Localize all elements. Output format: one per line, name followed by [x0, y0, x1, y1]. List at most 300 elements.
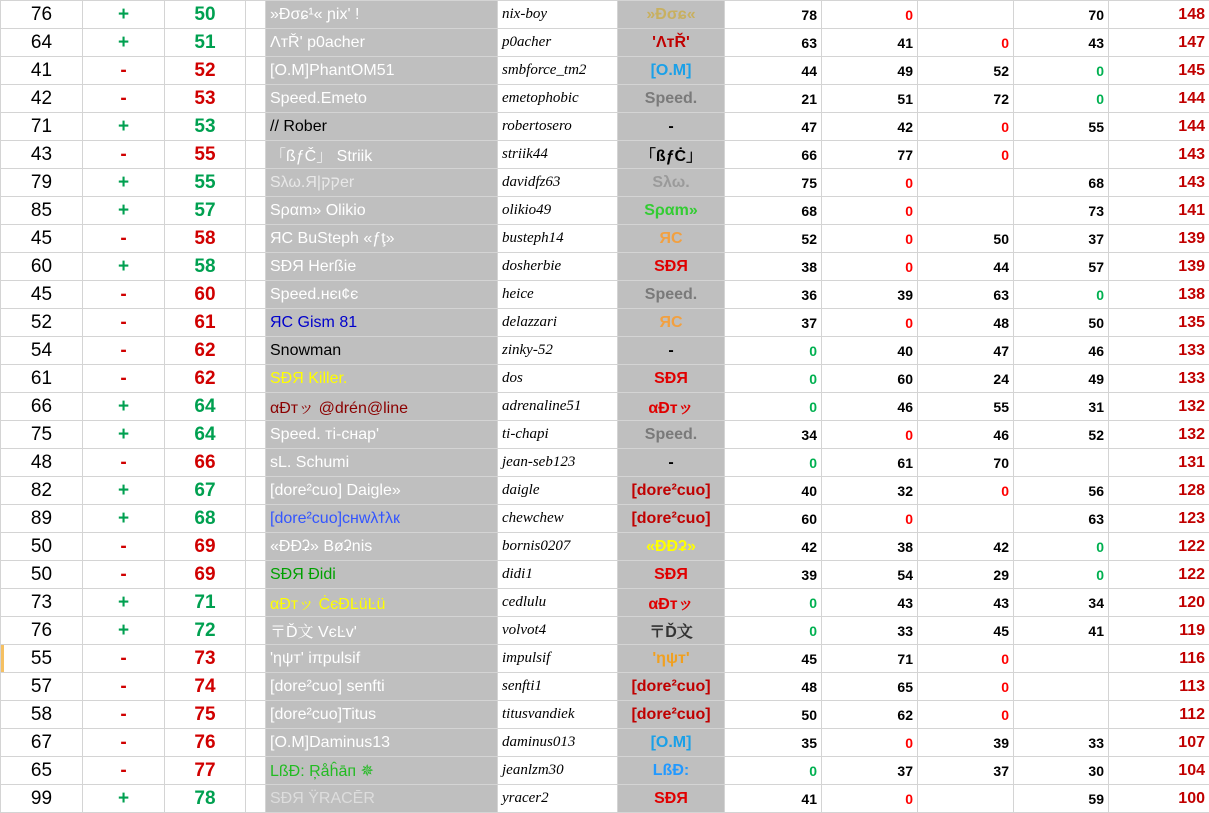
- login-cell[interactable]: bornis0207: [498, 533, 618, 561]
- score-cell-1[interactable]: 75: [725, 169, 822, 197]
- previous-rank-cell[interactable]: 89: [1, 505, 83, 533]
- nickname-cell[interactable]: Speed.нєι¢є: [266, 281, 498, 309]
- clan-cell[interactable]: «ÐÐʡ»: [618, 533, 725, 561]
- login-cell[interactable]: dos: [498, 365, 618, 393]
- score-cell-3[interactable]: 0: [918, 645, 1014, 673]
- login-cell[interactable]: heice: [498, 281, 618, 309]
- score-cell-3[interactable]: 48: [918, 309, 1014, 337]
- table-row[interactable]: [1, 673, 1209, 701]
- score-cell-2[interactable]: 71: [822, 645, 918, 673]
- login-cell[interactable]: davidfz63: [498, 169, 618, 197]
- rank-change-cell[interactable]: +: [83, 617, 165, 645]
- login-cell[interactable]: volvot4: [498, 617, 618, 645]
- score-cell-1[interactable]: 52: [725, 225, 822, 253]
- score-cell-2[interactable]: 0: [822, 253, 918, 281]
- rank-cell[interactable]: 75: [165, 701, 246, 729]
- score-cell-1[interactable]: 40: [725, 477, 822, 505]
- rank-cell[interactable]: 76: [165, 729, 246, 757]
- login-cell[interactable]: smbforce_tm2: [498, 57, 618, 85]
- login-cell[interactable]: emetophobic: [498, 85, 618, 113]
- previous-rank-cell[interactable]: 75: [1, 421, 83, 449]
- previous-rank-cell[interactable]: 58: [1, 701, 83, 729]
- score-cell-3[interactable]: 0: [918, 141, 1014, 169]
- score-cell-1[interactable]: 0: [725, 617, 822, 645]
- rank-cell[interactable]: 53: [165, 113, 246, 141]
- rank-change-cell[interactable]: -: [83, 533, 165, 561]
- score-cell-4[interactable]: [1014, 701, 1109, 729]
- rank-change-cell[interactable]: -: [83, 141, 165, 169]
- rank-change-cell[interactable]: -: [83, 561, 165, 589]
- rank-cell[interactable]: 78: [165, 785, 246, 813]
- table-row[interactable]: [1, 617, 1209, 645]
- score-cell-3[interactable]: 0: [918, 113, 1014, 141]
- score-cell-4[interactable]: 33: [1014, 729, 1109, 757]
- rank-cell[interactable]: 57: [165, 197, 246, 225]
- score-cell-2[interactable]: 0: [822, 505, 918, 533]
- nickname-cell[interactable]: [O.M]Daminus13: [266, 729, 498, 757]
- table-row[interactable]: [1, 141, 1209, 169]
- rank-change-cell[interactable]: -: [83, 701, 165, 729]
- total-cell[interactable]: 113: [1109, 673, 1209, 701]
- score-cell-3[interactable]: 52: [918, 57, 1014, 85]
- table-row[interactable]: [1, 225, 1209, 253]
- clan-cell[interactable]: [dore²cuo]: [618, 701, 725, 729]
- nickname-cell[interactable]: [dore²cuo] Daigle»: [266, 477, 498, 505]
- previous-rank-cell[interactable]: 79: [1, 169, 83, 197]
- login-cell[interactable]: titusvandiek: [498, 701, 618, 729]
- score-cell-3[interactable]: 0: [918, 701, 1014, 729]
- rank-change-cell[interactable]: +: [83, 477, 165, 505]
- score-cell-1[interactable]: 21: [725, 85, 822, 113]
- table-row[interactable]: [1, 29, 1209, 57]
- rank-change-cell[interactable]: -: [83, 365, 165, 393]
- nickname-cell[interactable]: LßĐ: Ŗåĥāп ✵: [266, 757, 498, 785]
- score-cell-3[interactable]: 42: [918, 533, 1014, 561]
- spacer-cell[interactable]: [246, 757, 266, 785]
- score-cell-1[interactable]: 78: [725, 1, 822, 29]
- table-row[interactable]: [1, 113, 1209, 141]
- total-cell[interactable]: 133: [1109, 365, 1209, 393]
- score-cell-2[interactable]: 0: [822, 1, 918, 29]
- nickname-cell[interactable]: 〒Ď文 VєĿv': [266, 617, 498, 645]
- rank-change-cell[interactable]: +: [83, 1, 165, 29]
- table-row[interactable]: [1, 785, 1209, 813]
- spacer-cell[interactable]: [246, 701, 266, 729]
- score-cell-4[interactable]: 31: [1014, 393, 1109, 421]
- score-cell-1[interactable]: 37: [725, 309, 822, 337]
- rank-change-cell[interactable]: +: [83, 589, 165, 617]
- previous-rank-cell[interactable]: 65: [1, 757, 83, 785]
- login-cell[interactable]: cedlulu: [498, 589, 618, 617]
- score-cell-2[interactable]: 0: [822, 785, 918, 813]
- table-row[interactable]: [1, 1, 1209, 29]
- clan-cell[interactable]: Sραm»: [618, 197, 725, 225]
- spacer-cell[interactable]: [246, 589, 266, 617]
- total-cell[interactable]: 100: [1109, 785, 1209, 813]
- table-row[interactable]: [1, 365, 1209, 393]
- login-cell[interactable]: jean-seb123: [498, 449, 618, 477]
- clan-cell[interactable]: »Ðσɕ«: [618, 1, 725, 29]
- login-cell[interactable]: olikio49: [498, 197, 618, 225]
- previous-rank-cell[interactable]: 54: [1, 337, 83, 365]
- score-cell-1[interactable]: 36: [725, 281, 822, 309]
- nickname-cell[interactable]: SÐЯ Killer.: [266, 365, 498, 393]
- table-row[interactable]: [1, 337, 1209, 365]
- nickname-cell[interactable]: // Rober: [266, 113, 498, 141]
- rank-cell[interactable]: 73: [165, 645, 246, 673]
- total-cell[interactable]: 122: [1109, 533, 1209, 561]
- clan-cell[interactable]: [dore²cuo]: [618, 477, 725, 505]
- clan-cell[interactable]: Speed.: [618, 421, 725, 449]
- login-cell[interactable]: delazzari: [498, 309, 618, 337]
- score-cell-4[interactable]: 70: [1014, 1, 1109, 29]
- score-cell-4[interactable]: [1014, 141, 1109, 169]
- rank-change-cell[interactable]: +: [83, 29, 165, 57]
- nickname-cell[interactable]: ЯC Gism 81: [266, 309, 498, 337]
- rank-cell[interactable]: 62: [165, 365, 246, 393]
- rank-cell[interactable]: 69: [165, 561, 246, 589]
- spacer-cell[interactable]: [246, 365, 266, 393]
- spacer-cell[interactable]: [246, 169, 266, 197]
- login-cell[interactable]: zinky-52: [498, 337, 618, 365]
- score-cell-2[interactable]: 0: [822, 197, 918, 225]
- score-cell-4[interactable]: [1014, 449, 1109, 477]
- spacer-cell[interactable]: [246, 645, 266, 673]
- score-cell-4[interactable]: 0: [1014, 281, 1109, 309]
- score-cell-4[interactable]: 0: [1014, 57, 1109, 85]
- spacer-cell[interactable]: [246, 85, 266, 113]
- score-cell-4[interactable]: 59: [1014, 785, 1109, 813]
- clan-cell[interactable]: ЯC: [618, 309, 725, 337]
- spacer-cell[interactable]: [246, 729, 266, 757]
- previous-rank-cell[interactable]: 66: [1, 393, 83, 421]
- table-row[interactable]: [1, 169, 1209, 197]
- score-cell-4[interactable]: [1014, 645, 1109, 673]
- previous-rank-cell[interactable]: 50: [1, 561, 83, 589]
- rank-change-cell[interactable]: -: [83, 673, 165, 701]
- spacer-cell[interactable]: [246, 337, 266, 365]
- score-cell-2[interactable]: 62: [822, 701, 918, 729]
- rank-change-cell[interactable]: +: [83, 785, 165, 813]
- score-cell-2[interactable]: 0: [822, 169, 918, 197]
- previous-rank-cell[interactable]: 76: [1, 1, 83, 29]
- previous-rank-cell[interactable]: 45: [1, 281, 83, 309]
- nickname-cell[interactable]: sL. Schumi: [266, 449, 498, 477]
- score-cell-3[interactable]: 0: [918, 29, 1014, 57]
- score-cell-3[interactable]: 0: [918, 477, 1014, 505]
- nickname-cell[interactable]: »Ðσɕ¹« ɲix' !: [266, 1, 498, 29]
- score-cell-3[interactable]: 45: [918, 617, 1014, 645]
- login-cell[interactable]: robertosero: [498, 113, 618, 141]
- score-cell-3[interactable]: [918, 197, 1014, 225]
- previous-rank-cell[interactable]: 55: [1, 645, 83, 673]
- score-cell-2[interactable]: 43: [822, 589, 918, 617]
- rank-change-cell[interactable]: -: [83, 645, 165, 673]
- score-cell-2[interactable]: 61: [822, 449, 918, 477]
- clan-cell[interactable]: SÐЯ: [618, 561, 725, 589]
- clan-cell[interactable]: [dore²cuo]: [618, 673, 725, 701]
- login-cell[interactable]: senfti1: [498, 673, 618, 701]
- score-cell-1[interactable]: 68: [725, 197, 822, 225]
- nickname-cell[interactable]: «ÐÐʡ» Bøʡnis: [266, 533, 498, 561]
- score-cell-1[interactable]: 42: [725, 533, 822, 561]
- nickname-cell[interactable]: αÐтッ @drén@line: [266, 393, 498, 421]
- table-row[interactable]: [1, 421, 1209, 449]
- rank-cell[interactable]: 50: [165, 1, 246, 29]
- table-row[interactable]: [1, 533, 1209, 561]
- score-cell-4[interactable]: 43: [1014, 29, 1109, 57]
- spacer-cell[interactable]: [246, 477, 266, 505]
- score-cell-1[interactable]: 34: [725, 421, 822, 449]
- score-cell-1[interactable]: 48: [725, 673, 822, 701]
- score-cell-1[interactable]: 0: [725, 589, 822, 617]
- nickname-cell[interactable]: [O.M]PhantOM51: [266, 57, 498, 85]
- score-cell-3[interactable]: 44: [918, 253, 1014, 281]
- score-cell-4[interactable]: 30: [1014, 757, 1109, 785]
- login-cell[interactable]: ti-chapi: [498, 421, 618, 449]
- nickname-cell[interactable]: Snowman: [266, 337, 498, 365]
- login-cell[interactable]: dosherbie: [498, 253, 618, 281]
- table-row[interactable]: [1, 197, 1209, 225]
- spacer-cell[interactable]: [246, 29, 266, 57]
- nickname-cell[interactable]: ЯC BuSteph «ƒţ»: [266, 225, 498, 253]
- login-cell[interactable]: p0acher: [498, 29, 618, 57]
- rank-cell[interactable]: 58: [165, 225, 246, 253]
- table-row[interactable]: [1, 645, 1209, 673]
- rank-cell[interactable]: 61: [165, 309, 246, 337]
- score-cell-1[interactable]: 45: [725, 645, 822, 673]
- score-cell-2[interactable]: 0: [822, 309, 918, 337]
- previous-rank-cell[interactable]: 41: [1, 57, 83, 85]
- rank-cell[interactable]: 67: [165, 477, 246, 505]
- spacer-cell[interactable]: [246, 785, 266, 813]
- spacer-cell[interactable]: [246, 561, 266, 589]
- score-cell-2[interactable]: 42: [822, 113, 918, 141]
- score-cell-1[interactable]: 66: [725, 141, 822, 169]
- rank-cell[interactable]: 69: [165, 533, 246, 561]
- score-cell-2[interactable]: 38: [822, 533, 918, 561]
- rank-cell[interactable]: 51: [165, 29, 246, 57]
- rank-cell[interactable]: 55: [165, 141, 246, 169]
- login-cell[interactable]: busteph14: [498, 225, 618, 253]
- rank-cell[interactable]: 52: [165, 57, 246, 85]
- score-cell-3[interactable]: 43: [918, 589, 1014, 617]
- previous-rank-cell[interactable]: 82: [1, 477, 83, 505]
- spacer-cell[interactable]: [246, 309, 266, 337]
- score-cell-1[interactable]: 44: [725, 57, 822, 85]
- rank-cell[interactable]: 72: [165, 617, 246, 645]
- score-cell-3[interactable]: 46: [918, 421, 1014, 449]
- spacer-cell[interactable]: [246, 617, 266, 645]
- spacer-cell[interactable]: [246, 57, 266, 85]
- rank-change-cell[interactable]: +: [83, 253, 165, 281]
- total-cell[interactable]: 147: [1109, 29, 1209, 57]
- rank-change-cell[interactable]: -: [83, 337, 165, 365]
- rank-change-cell[interactable]: -: [83, 729, 165, 757]
- login-cell[interactable]: chewchew: [498, 505, 618, 533]
- total-cell[interactable]: 132: [1109, 393, 1209, 421]
- score-cell-2[interactable]: 46: [822, 393, 918, 421]
- spacer-cell[interactable]: [246, 225, 266, 253]
- clan-cell[interactable]: -: [618, 337, 725, 365]
- total-cell[interactable]: 132: [1109, 421, 1209, 449]
- clan-cell[interactable]: SÐЯ: [618, 785, 725, 813]
- clan-cell[interactable]: [O.M]: [618, 729, 725, 757]
- score-cell-2[interactable]: 77: [822, 141, 918, 169]
- nickname-cell[interactable]: 「ßƒČ」 Striik: [266, 141, 498, 169]
- table-row[interactable]: [1, 757, 1209, 785]
- rank-cell[interactable]: 58: [165, 253, 246, 281]
- total-cell[interactable]: 112: [1109, 701, 1209, 729]
- score-cell-3[interactable]: 47: [918, 337, 1014, 365]
- score-cell-1[interactable]: 0: [725, 393, 822, 421]
- rank-change-cell[interactable]: +: [83, 505, 165, 533]
- clan-cell[interactable]: [dore²cuo]: [618, 505, 725, 533]
- score-cell-4[interactable]: 34: [1014, 589, 1109, 617]
- rank-change-cell[interactable]: -: [83, 449, 165, 477]
- login-cell[interactable]: striik44: [498, 141, 618, 169]
- clan-cell[interactable]: 「ßƒĊ」: [618, 141, 725, 169]
- login-cell[interactable]: impulsif: [498, 645, 618, 673]
- previous-rank-cell[interactable]: 76: [1, 617, 83, 645]
- score-cell-4[interactable]: 57: [1014, 253, 1109, 281]
- spacer-cell[interactable]: [246, 505, 266, 533]
- score-cell-4[interactable]: 37: [1014, 225, 1109, 253]
- score-cell-2[interactable]: 39: [822, 281, 918, 309]
- spacer-cell[interactable]: [246, 673, 266, 701]
- table-row[interactable]: [1, 393, 1209, 421]
- nickname-cell[interactable]: αÐтッ ĊєÐĿüĿü: [266, 589, 498, 617]
- score-cell-4[interactable]: 49: [1014, 365, 1109, 393]
- total-cell[interactable]: 104: [1109, 757, 1209, 785]
- rank-cell[interactable]: 62: [165, 337, 246, 365]
- clan-cell[interactable]: -: [618, 113, 725, 141]
- total-cell[interactable]: 120: [1109, 589, 1209, 617]
- nickname-cell[interactable]: ΛтŘ' p0acher: [266, 29, 498, 57]
- score-cell-1[interactable]: 35: [725, 729, 822, 757]
- score-cell-3[interactable]: 63: [918, 281, 1014, 309]
- score-cell-2[interactable]: 37: [822, 757, 918, 785]
- login-cell[interactable]: daigle: [498, 477, 618, 505]
- score-cell-2[interactable]: 41: [822, 29, 918, 57]
- nickname-cell[interactable]: 'ηψт' iπpulsif: [266, 645, 498, 673]
- login-cell[interactable]: yracer2: [498, 785, 618, 813]
- clan-cell[interactable]: Sλω.: [618, 169, 725, 197]
- rank-cell[interactable]: 68: [165, 505, 246, 533]
- score-cell-4[interactable]: 56: [1014, 477, 1109, 505]
- previous-rank-cell[interactable]: 73: [1, 589, 83, 617]
- score-cell-4[interactable]: 0: [1014, 533, 1109, 561]
- nickname-cell[interactable]: SÐЯ Ðidi: [266, 561, 498, 589]
- clan-cell[interactable]: [O.M]: [618, 57, 725, 85]
- previous-rank-cell[interactable]: 61: [1, 365, 83, 393]
- score-cell-4[interactable]: 73: [1014, 197, 1109, 225]
- nickname-cell[interactable]: Sραm» Olikio: [266, 197, 498, 225]
- score-cell-4[interactable]: 50: [1014, 309, 1109, 337]
- rank-change-cell[interactable]: +: [83, 169, 165, 197]
- score-cell-1[interactable]: 0: [725, 449, 822, 477]
- login-cell[interactable]: daminus013: [498, 729, 618, 757]
- score-cell-3[interactable]: [918, 169, 1014, 197]
- score-cell-3[interactable]: 29: [918, 561, 1014, 589]
- clan-cell[interactable]: αÐтッ: [618, 393, 725, 421]
- spacer-cell[interactable]: [246, 1, 266, 29]
- score-cell-1[interactable]: 47: [725, 113, 822, 141]
- score-cell-2[interactable]: 0: [822, 421, 918, 449]
- table-row[interactable]: [1, 589, 1209, 617]
- score-cell-4[interactable]: 41: [1014, 617, 1109, 645]
- spacer-cell[interactable]: [246, 141, 266, 169]
- rank-change-cell[interactable]: +: [83, 421, 165, 449]
- score-cell-2[interactable]: 0: [822, 729, 918, 757]
- rank-cell[interactable]: 53: [165, 85, 246, 113]
- previous-rank-cell[interactable]: 99: [1, 785, 83, 813]
- rank-change-cell[interactable]: -: [83, 57, 165, 85]
- nickname-cell[interactable]: Speed.Emeto: [266, 85, 498, 113]
- score-cell-3[interactable]: [918, 505, 1014, 533]
- rank-cell[interactable]: 64: [165, 421, 246, 449]
- score-cell-4[interactable]: 55: [1014, 113, 1109, 141]
- table-row[interactable]: [1, 505, 1209, 533]
- score-cell-3[interactable]: 55: [918, 393, 1014, 421]
- score-cell-3[interactable]: [918, 785, 1014, 813]
- rank-cell[interactable]: 74: [165, 673, 246, 701]
- nickname-cell[interactable]: [dore²cuo] senfti: [266, 673, 498, 701]
- score-cell-3[interactable]: 72: [918, 85, 1014, 113]
- rank-change-cell[interactable]: -: [83, 281, 165, 309]
- clan-cell[interactable]: LßĐ:: [618, 757, 725, 785]
- spacer-cell[interactable]: [246, 421, 266, 449]
- previous-rank-cell[interactable]: 71: [1, 113, 83, 141]
- rank-change-cell[interactable]: -: [83, 757, 165, 785]
- rank-cell[interactable]: 66: [165, 449, 246, 477]
- rank-change-cell[interactable]: -: [83, 309, 165, 337]
- total-cell[interactable]: 135: [1109, 309, 1209, 337]
- score-cell-1[interactable]: 0: [725, 365, 822, 393]
- score-cell-1[interactable]: 50: [725, 701, 822, 729]
- table-row[interactable]: [1, 281, 1209, 309]
- score-cell-3[interactable]: 50: [918, 225, 1014, 253]
- rank-cell[interactable]: 77: [165, 757, 246, 785]
- total-cell[interactable]: 119: [1109, 617, 1209, 645]
- score-cell-1[interactable]: 38: [725, 253, 822, 281]
- spacer-cell[interactable]: [246, 197, 266, 225]
- score-cell-2[interactable]: 51: [822, 85, 918, 113]
- clan-cell[interactable]: αÐтッ: [618, 589, 725, 617]
- score-cell-4[interactable]: 0: [1014, 85, 1109, 113]
- score-cell-1[interactable]: 0: [725, 757, 822, 785]
- previous-rank-cell[interactable]: 60: [1, 253, 83, 281]
- score-cell-4[interactable]: 63: [1014, 505, 1109, 533]
- nickname-cell[interactable]: Speed. ті-снар': [266, 421, 498, 449]
- score-cell-4[interactable]: 46: [1014, 337, 1109, 365]
- clan-cell[interactable]: Speed.: [618, 85, 725, 113]
- table-row[interactable]: [1, 729, 1209, 757]
- table-row[interactable]: [1, 253, 1209, 281]
- total-cell[interactable]: 107: [1109, 729, 1209, 757]
- rank-cell[interactable]: 64: [165, 393, 246, 421]
- score-cell-3[interactable]: 24: [918, 365, 1014, 393]
- previous-rank-cell[interactable]: 43: [1, 141, 83, 169]
- table-row[interactable]: [1, 701, 1209, 729]
- table-row[interactable]: [1, 561, 1209, 589]
- previous-rank-cell[interactable]: 42: [1, 85, 83, 113]
- score-cell-4[interactable]: 52: [1014, 421, 1109, 449]
- total-cell[interactable]: 133: [1109, 337, 1209, 365]
- score-cell-2[interactable]: 33: [822, 617, 918, 645]
- nickname-cell[interactable]: [dore²cuo]Titus: [266, 701, 498, 729]
- score-cell-4[interactable]: 68: [1014, 169, 1109, 197]
